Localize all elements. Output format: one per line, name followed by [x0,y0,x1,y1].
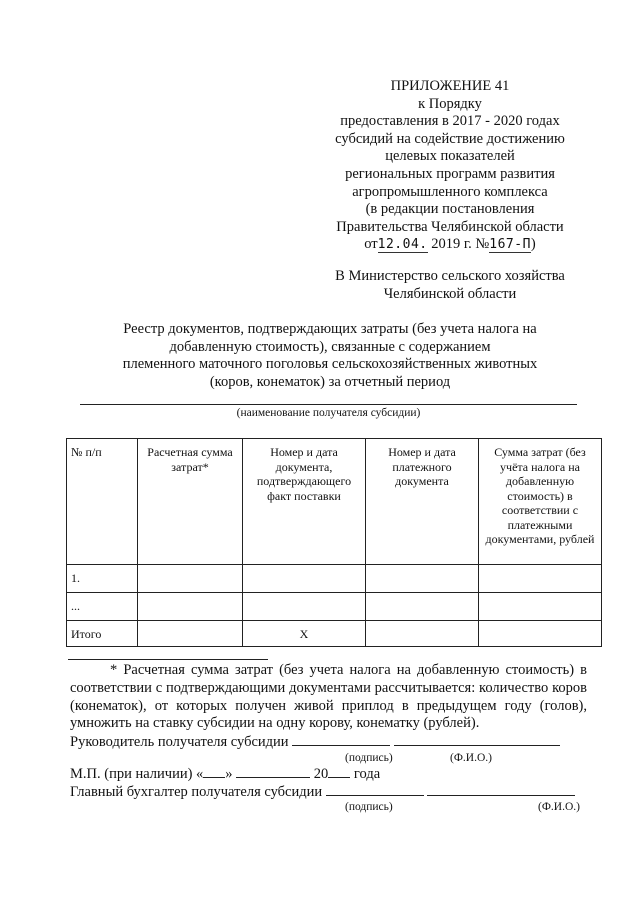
mp-year-suffix: года [353,766,381,782]
stamp-date-row [70,766,380,783]
appendix-line: агропромышленного комплекса [352,183,548,200]
addressee [300,268,600,303]
table-cell [366,565,479,593]
sign-caption: (подпись) [345,801,393,813]
signature-line [326,794,424,796]
appendix-header [300,78,600,254]
register-table [66,438,602,647]
fio-caption: (Ф.И.О.) [538,801,580,813]
table-cell [243,593,366,621]
table-row [67,565,602,593]
header-calculated-sum: Расчетная сумма затрат* [138,439,243,565]
sign-caption: (подпись) [345,752,393,764]
table-cell [479,565,602,593]
table-total-row [67,621,602,647]
header-payment-document: Номер и дата платежного документа [366,439,479,565]
date-prefix: от [364,236,378,253]
appendix-line: (в редакции постановления [365,201,535,218]
row-number: 1. [67,565,138,593]
accountant-label: Главный бухгалтер получателя субсидии [70,784,323,800]
footnote [70,662,587,733]
table-cell [366,621,479,647]
head-label: Руководитель получателя субсидии [70,734,289,750]
mp-label: М.П. (при наличии) « [70,766,204,782]
appendix-line: региональных программ развития [345,165,555,182]
document-title [90,321,570,391]
appendix-line: к Порядку [418,95,482,112]
appendix-line: предоставления в 2017 - 2020 годах [340,113,560,130]
recipient-caption: (наименование получателя субсидии) [236,407,421,419]
mp-year: 20 [313,766,329,782]
table-cell [243,565,366,593]
year-line [328,776,350,778]
table-cell [366,593,479,621]
table-row [67,593,602,621]
table-cell [138,621,243,647]
fio-line [427,794,575,796]
resolution-number: 167-П [489,237,531,253]
signature-line [292,744,390,746]
fio-caption: (Ф.И.О.) [450,752,492,764]
accountant-signature-row [70,784,575,801]
header-delivery-document: Номер и дата документа, подтверждающего факт поставки [243,439,366,565]
header-costs-sum: Сумма затрат (без учёта налога на добавленную стоимость) в соответствии с платежными документами, рублей [479,439,602,565]
footnote-separator [68,659,268,660]
appendix-line: субсидий на содействие достижению [335,130,565,147]
year-text: 2019 г. № [431,236,490,253]
title-line: добавленную стоимость), связанные с содержанием [169,338,491,355]
table-cell [479,621,602,647]
table-header-row [67,439,602,565]
footnote-text: * Расчетная сумма затрат (без учета налога на добавленную стоимость) в соответствии с подтверждающими документами рассчитывается: количество коров (конематок), от которых получен живой приплод в предыдущем году (голов), умножить на ставку субсидии на одну корову, конематку (рублей). [70,662,587,732]
recipient-name-line [80,404,577,405]
close-paren: ) [530,236,536,253]
row-number: ... [67,593,138,621]
appendix-date-line [300,236,600,254]
title-line: Реестр документов, подтверждающих затраты (без учета налога на [123,321,537,337]
total-label: Итого [67,621,138,647]
table-cell [479,593,602,621]
appendix-line: целевых показателей [385,148,515,165]
head-signature-row [70,734,560,751]
mp-quote: » [225,766,233,782]
appendix-line: Правительства Челябинской области [336,218,564,235]
addressee-line: Челябинской области [383,285,517,302]
total-mark: Х [243,621,366,647]
fio-line [394,744,560,746]
header-number: № п/п [67,439,138,565]
day-line [203,776,225,778]
month-line [236,776,310,778]
date-value: 12.04. [377,237,428,253]
title-line: племенного маточного поголовья сельскохозяйственных животных [122,356,538,373]
addressee-line: В Министерство сельского хозяйства [335,268,565,284]
table-cell [138,565,243,593]
title-line: (коров, конематок) за отчетный период [209,373,451,390]
appendix-number: ПРИЛОЖЕНИЕ 41 [390,78,510,94]
table-cell [138,593,243,621]
